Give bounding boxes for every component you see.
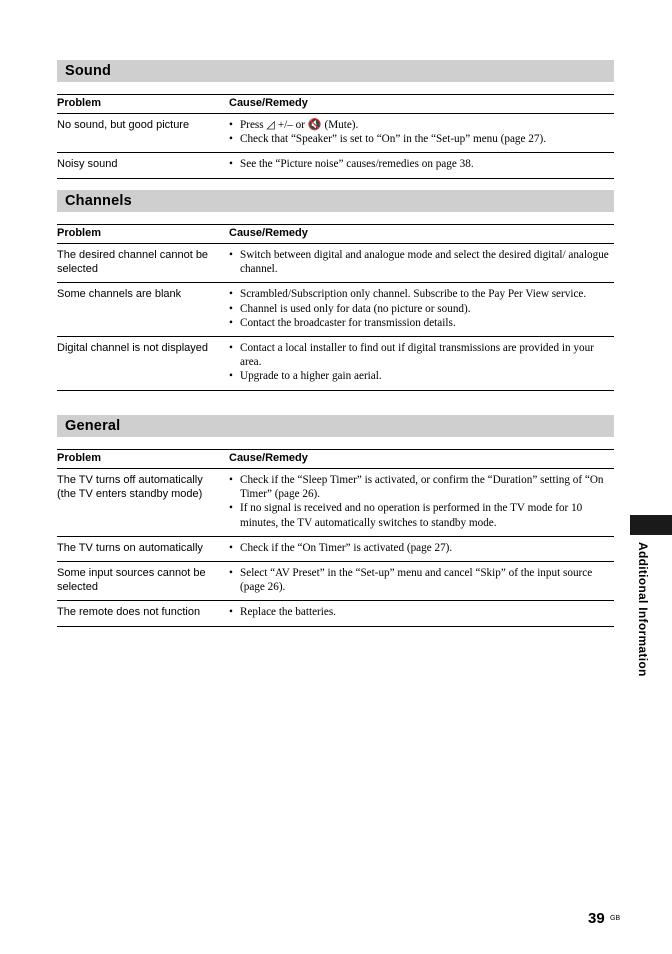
problem-cell: The remote does not function (57, 606, 201, 619)
remedy-cell (229, 283, 614, 337)
remedy-item: • Upgrade to a higher gain aerial. (229, 369, 614, 383)
problem-header: Problem (57, 97, 102, 109)
side-section-label: Additional Information (636, 542, 650, 677)
remedy-item: • If no signal is received and no operation is performed in the TV mode for 10 minutes, the TV automatically switches to standby mode. (229, 501, 614, 529)
remedy-header: Cause/Remedy (229, 227, 308, 239)
page-number: 39 (588, 910, 605, 927)
remedy-header: Cause/Remedy (229, 97, 308, 109)
table-row (57, 337, 614, 391)
table-row (57, 469, 614, 537)
remedy-item: • Check if the “Sleep Timer” is activated, or confirm the “Duration” setting of “On Timer” (page 26). (229, 473, 614, 501)
remedy-item: • Channel is used only for data (no picture or sound). (229, 302, 614, 316)
problem-cell: Some channels are blank (57, 288, 182, 301)
troubleshooting-table (57, 449, 614, 627)
remedy-cell (229, 114, 614, 153)
remedy-item: • See the “Picture noise” causes/remedies on page 38. (229, 157, 614, 171)
page-region-code: GB (610, 915, 621, 922)
remedy-item: • Select “AV Preset” in the “Set-up” menu and cancel “Skip” of the input source (page 26). (229, 566, 614, 594)
section-sound (57, 60, 614, 179)
remedy-item: • Contact a local installer to find out if digital transmissions are provided in your area. (229, 341, 614, 369)
remedy-cell (229, 469, 614, 537)
problem-cell: No sound, but good picture (57, 119, 190, 131)
section-title: General (57, 415, 614, 437)
section-channels (57, 190, 614, 391)
table-row (57, 244, 614, 283)
remedy-cell (229, 536, 614, 561)
remedy-cell (229, 244, 614, 283)
remedy-item: • Scrambled/Subscription only channel. Subscribe to the Pay Per View service. (229, 287, 614, 301)
problem-cell: Noisy sound (57, 158, 118, 171)
problem-cell: The desired channel cannot be selected (57, 249, 209, 275)
section-title: Sound (57, 60, 614, 82)
remedy-cell (229, 153, 614, 178)
remedy-item: • Press ◿ +/– or 🔇 (Mute). (229, 118, 614, 132)
table-header (57, 225, 614, 244)
remedy-item: • Check that “Speaker” is set to “On” in the “Set-up” menu (page 27). (229, 132, 614, 146)
table-header (57, 450, 614, 469)
remedy-item: • Switch between digital and analogue mode and select the desired digital/ analogue channel. (229, 248, 614, 276)
problem-header: Problem (57, 227, 102, 239)
table-row (57, 562, 614, 601)
table-header (57, 95, 614, 114)
remedy-cell (229, 337, 614, 391)
table-row (57, 601, 614, 626)
section-general (57, 415, 614, 627)
problem-cell: Some input sources cannot be selected (57, 567, 206, 594)
problem-cell: The TV turns off automatically (the TV enters standby mode) (57, 474, 203, 500)
section-title: Channels (57, 190, 614, 212)
table-row (57, 114, 614, 153)
troubleshooting-table (57, 224, 614, 391)
troubleshooting-table (57, 94, 614, 179)
remedy-item: • Replace the batteries. (229, 605, 614, 619)
remedy-item: • Contact the broadcaster for transmission details. (229, 316, 614, 330)
table-row (57, 283, 614, 337)
problem-header: Problem (57, 452, 102, 464)
problem-cell: Digital channel is not displayed (57, 342, 209, 355)
table-row (57, 153, 614, 178)
problem-cell: The TV turns on automatically (57, 541, 203, 554)
remedy-cell (229, 562, 614, 601)
remedy-header: Cause/Remedy (229, 452, 308, 464)
remedy-item: • Check if the “On Timer” is activated (page 27). (229, 541, 614, 555)
remedy-cell (229, 601, 614, 626)
side-tab-marker (630, 515, 672, 535)
table-row (57, 536, 614, 561)
